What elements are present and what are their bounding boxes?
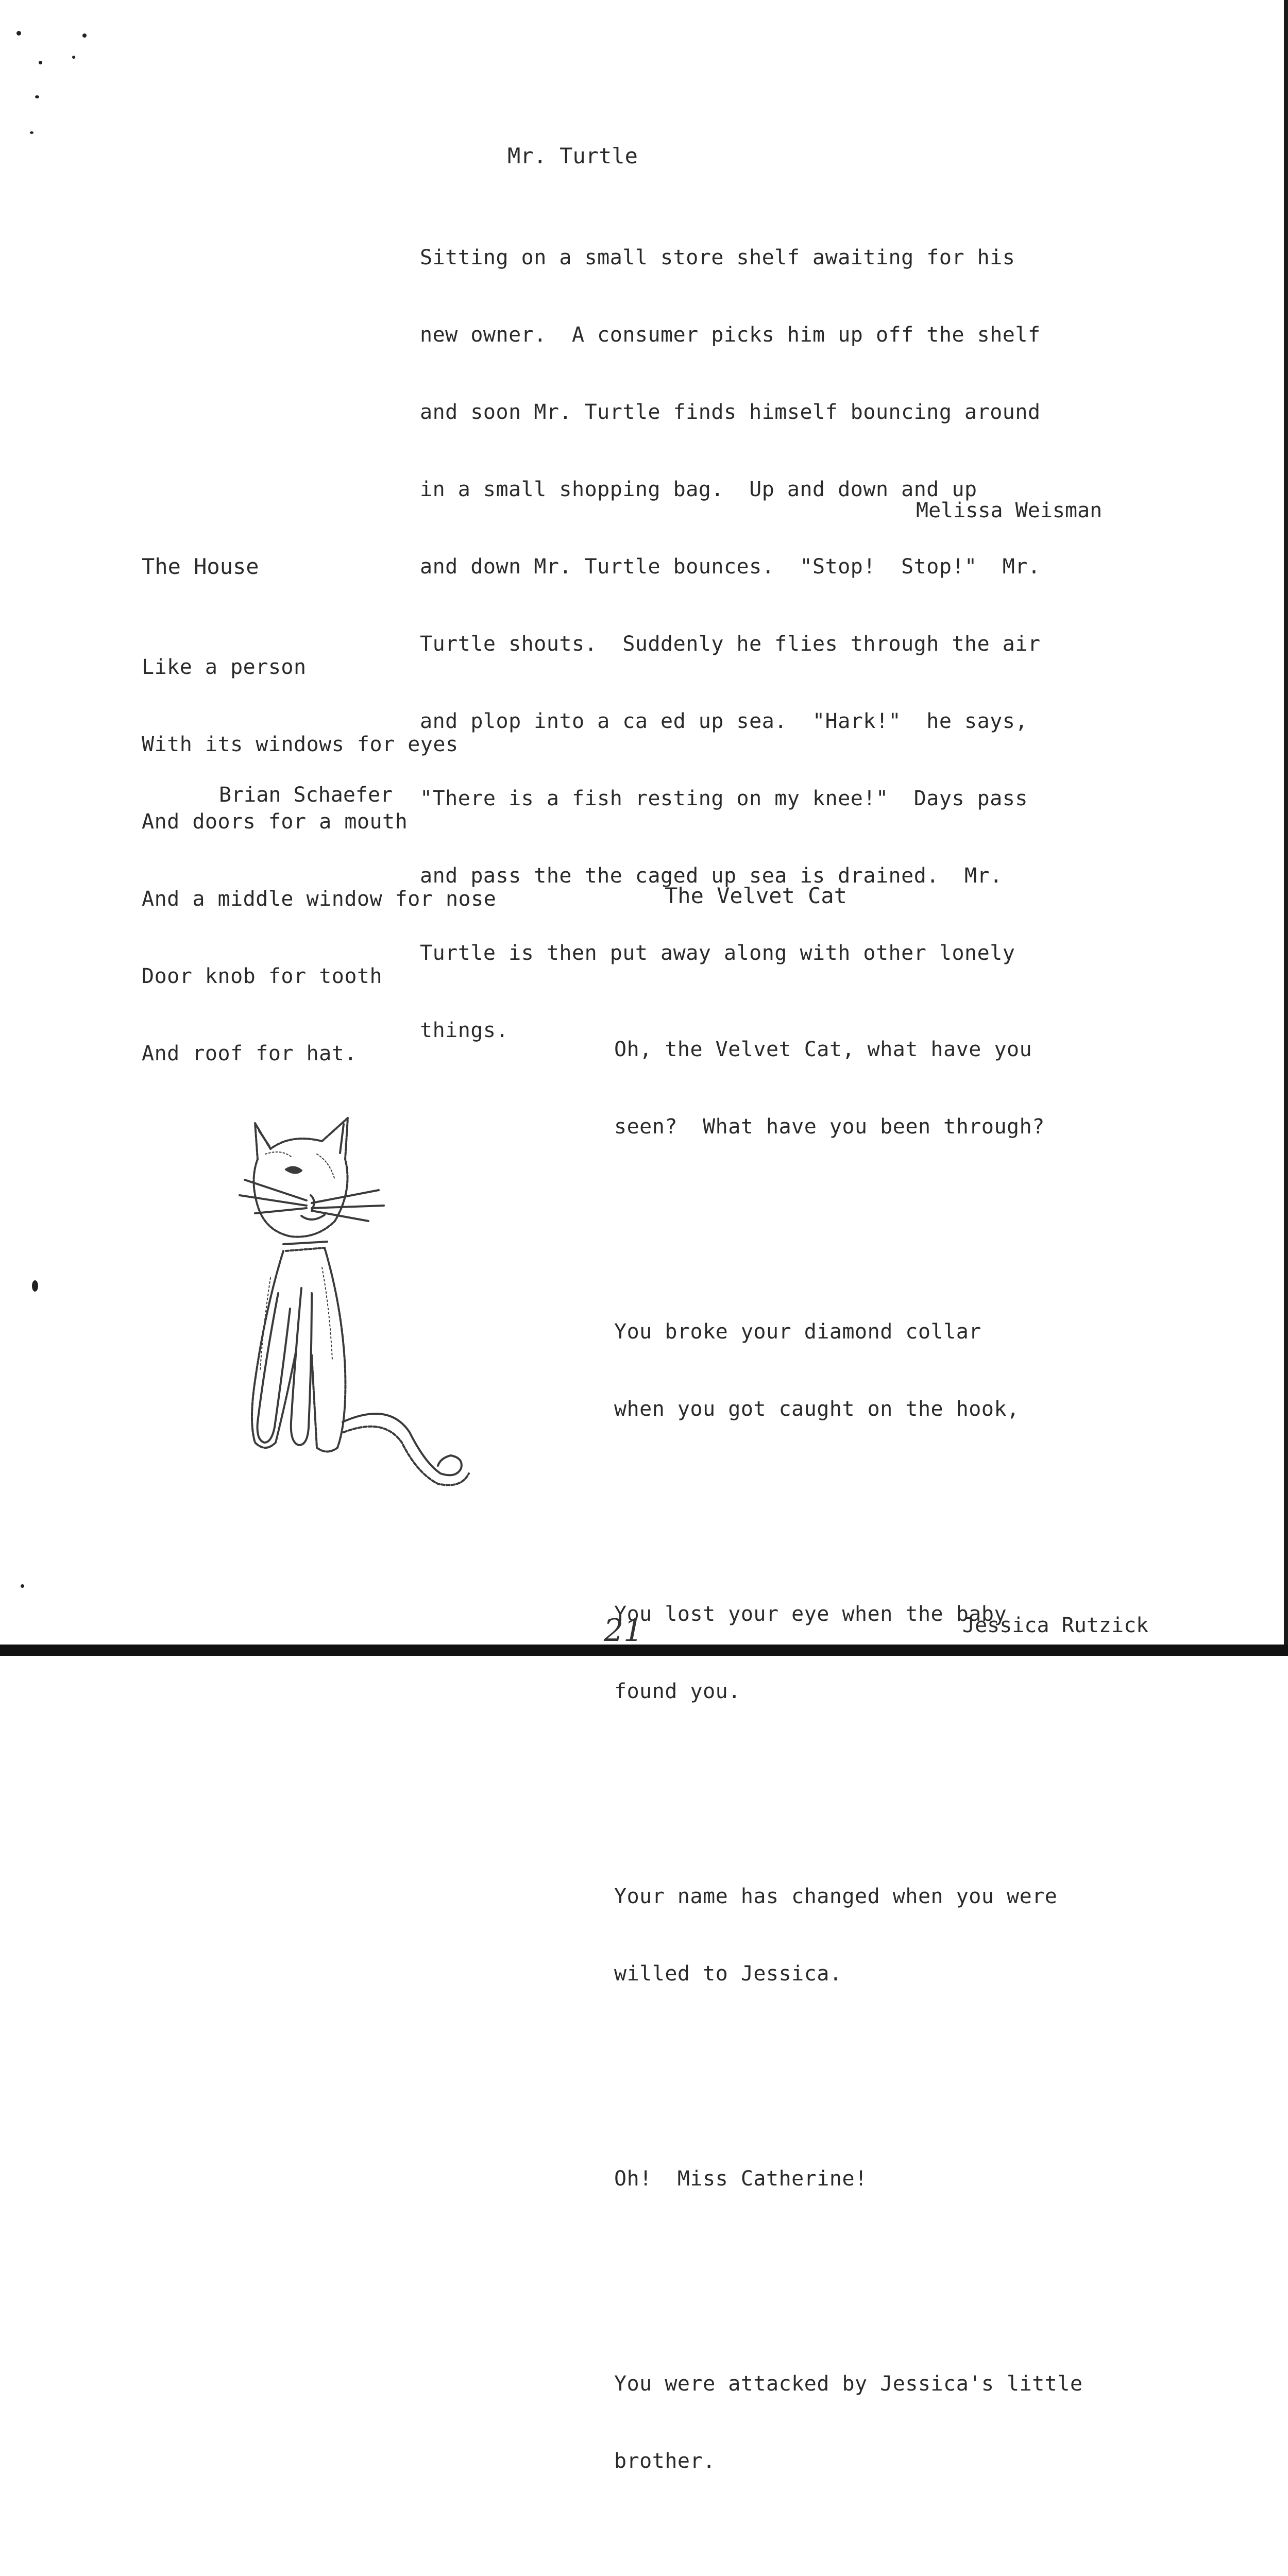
poem-body-the-house	[142, 603, 496, 1092]
poem-line: and soon Mr. Turtle finds himself bouncing around	[420, 400, 1041, 424]
cat-drawing-icon	[234, 1113, 492, 1515]
scan-speck	[30, 131, 33, 134]
scan-speck	[21, 1584, 24, 1588]
poem-line: Sitting on a small store shelf awaiting for his	[420, 246, 1015, 269]
poem-line: Turtle shouts. Suddenly he flies through the air	[420, 632, 1041, 656]
poem-line: brother.	[614, 2449, 716, 2473]
poem-line: Turtle is then put away along with other lonely	[420, 941, 1015, 965]
page-edge	[1284, 0, 1288, 1656]
poem-body-the-velvet-cat	[614, 934, 1159, 2576]
poem-title-mr-turtle: Mr. Turtle	[507, 143, 638, 168]
poem-title-the-house: The House	[142, 554, 259, 579]
poem-line: seen? What have you been through?	[614, 1115, 1045, 1139]
poem-title-the-velvet-cat: The Velvet Cat	[665, 883, 848, 908]
poem-line: Oh! Miss Catherine!	[614, 2167, 868, 2191]
poem-line: and down Mr. Turtle bounces. "Stop! Stop!" Mr.	[420, 555, 1041, 579]
poem-line: willed to Jessica.	[614, 1962, 842, 1986]
poem-line: With its windows for eyes	[142, 733, 459, 756]
poem-line: And roof for hat.	[142, 1042, 357, 1065]
stanza	[614, 2319, 1159, 2526]
poem-line: in a small shopping bag. Up and down and up	[420, 478, 977, 501]
poem-line: And a middle window for nose	[142, 887, 497, 911]
poem-author-mr-turtle: Melissa Weisman	[916, 499, 1103, 522]
poem-line: And doors for a mouth	[142, 810, 408, 834]
poem-line: found you.	[614, 1680, 741, 1703]
poem-line: things.	[420, 1019, 509, 1042]
poem-line: Your name has changed when you were	[614, 1885, 1058, 1908]
scan-speck	[32, 1280, 38, 1292]
poem-author-the-velvet-cat: Jessica Rutzick	[962, 1614, 1149, 1637]
scan-speck	[35, 95, 39, 98]
stanza	[614, 1550, 1159, 1756]
page-number: 21	[604, 1613, 643, 1649]
scan-speck	[72, 56, 75, 59]
stanza	[614, 985, 1159, 1191]
poem-line: Oh, the Velvet Cat, what have you	[614, 1038, 1032, 1061]
poem-line: Door knob for tooth	[142, 964, 383, 988]
stanza	[614, 1832, 1159, 2038]
scan-speck	[82, 33, 87, 38]
scan-speck	[16, 31, 21, 36]
poem-line: You were attacked by Jessica's little	[614, 2372, 1083, 2396]
poem-line: and pass the the caged up sea is drained. Mr.	[420, 864, 1003, 888]
poem-line: when you got caught on the hook,	[614, 1397, 1020, 1421]
poem-line: new owner. A consumer picks him up off the shelf	[420, 323, 1041, 347]
poem-line: You lost your eye when the baby	[614, 1602, 1007, 1626]
poem-line: "There is a fish resting on my knee!" Days pass	[420, 787, 1028, 810]
stanza	[614, 1267, 1159, 1473]
poem-line: You broke your diamond collar	[614, 1320, 981, 1344]
poem-line: and plop into a ca ed up sea. "Hark!" he says,	[420, 709, 1028, 733]
poem-line: Like a person	[142, 655, 307, 679]
poem-author-the-house: Brian Schaefer	[219, 783, 393, 807]
scan-speck	[39, 61, 42, 64]
stanza	[614, 2114, 1159, 2243]
